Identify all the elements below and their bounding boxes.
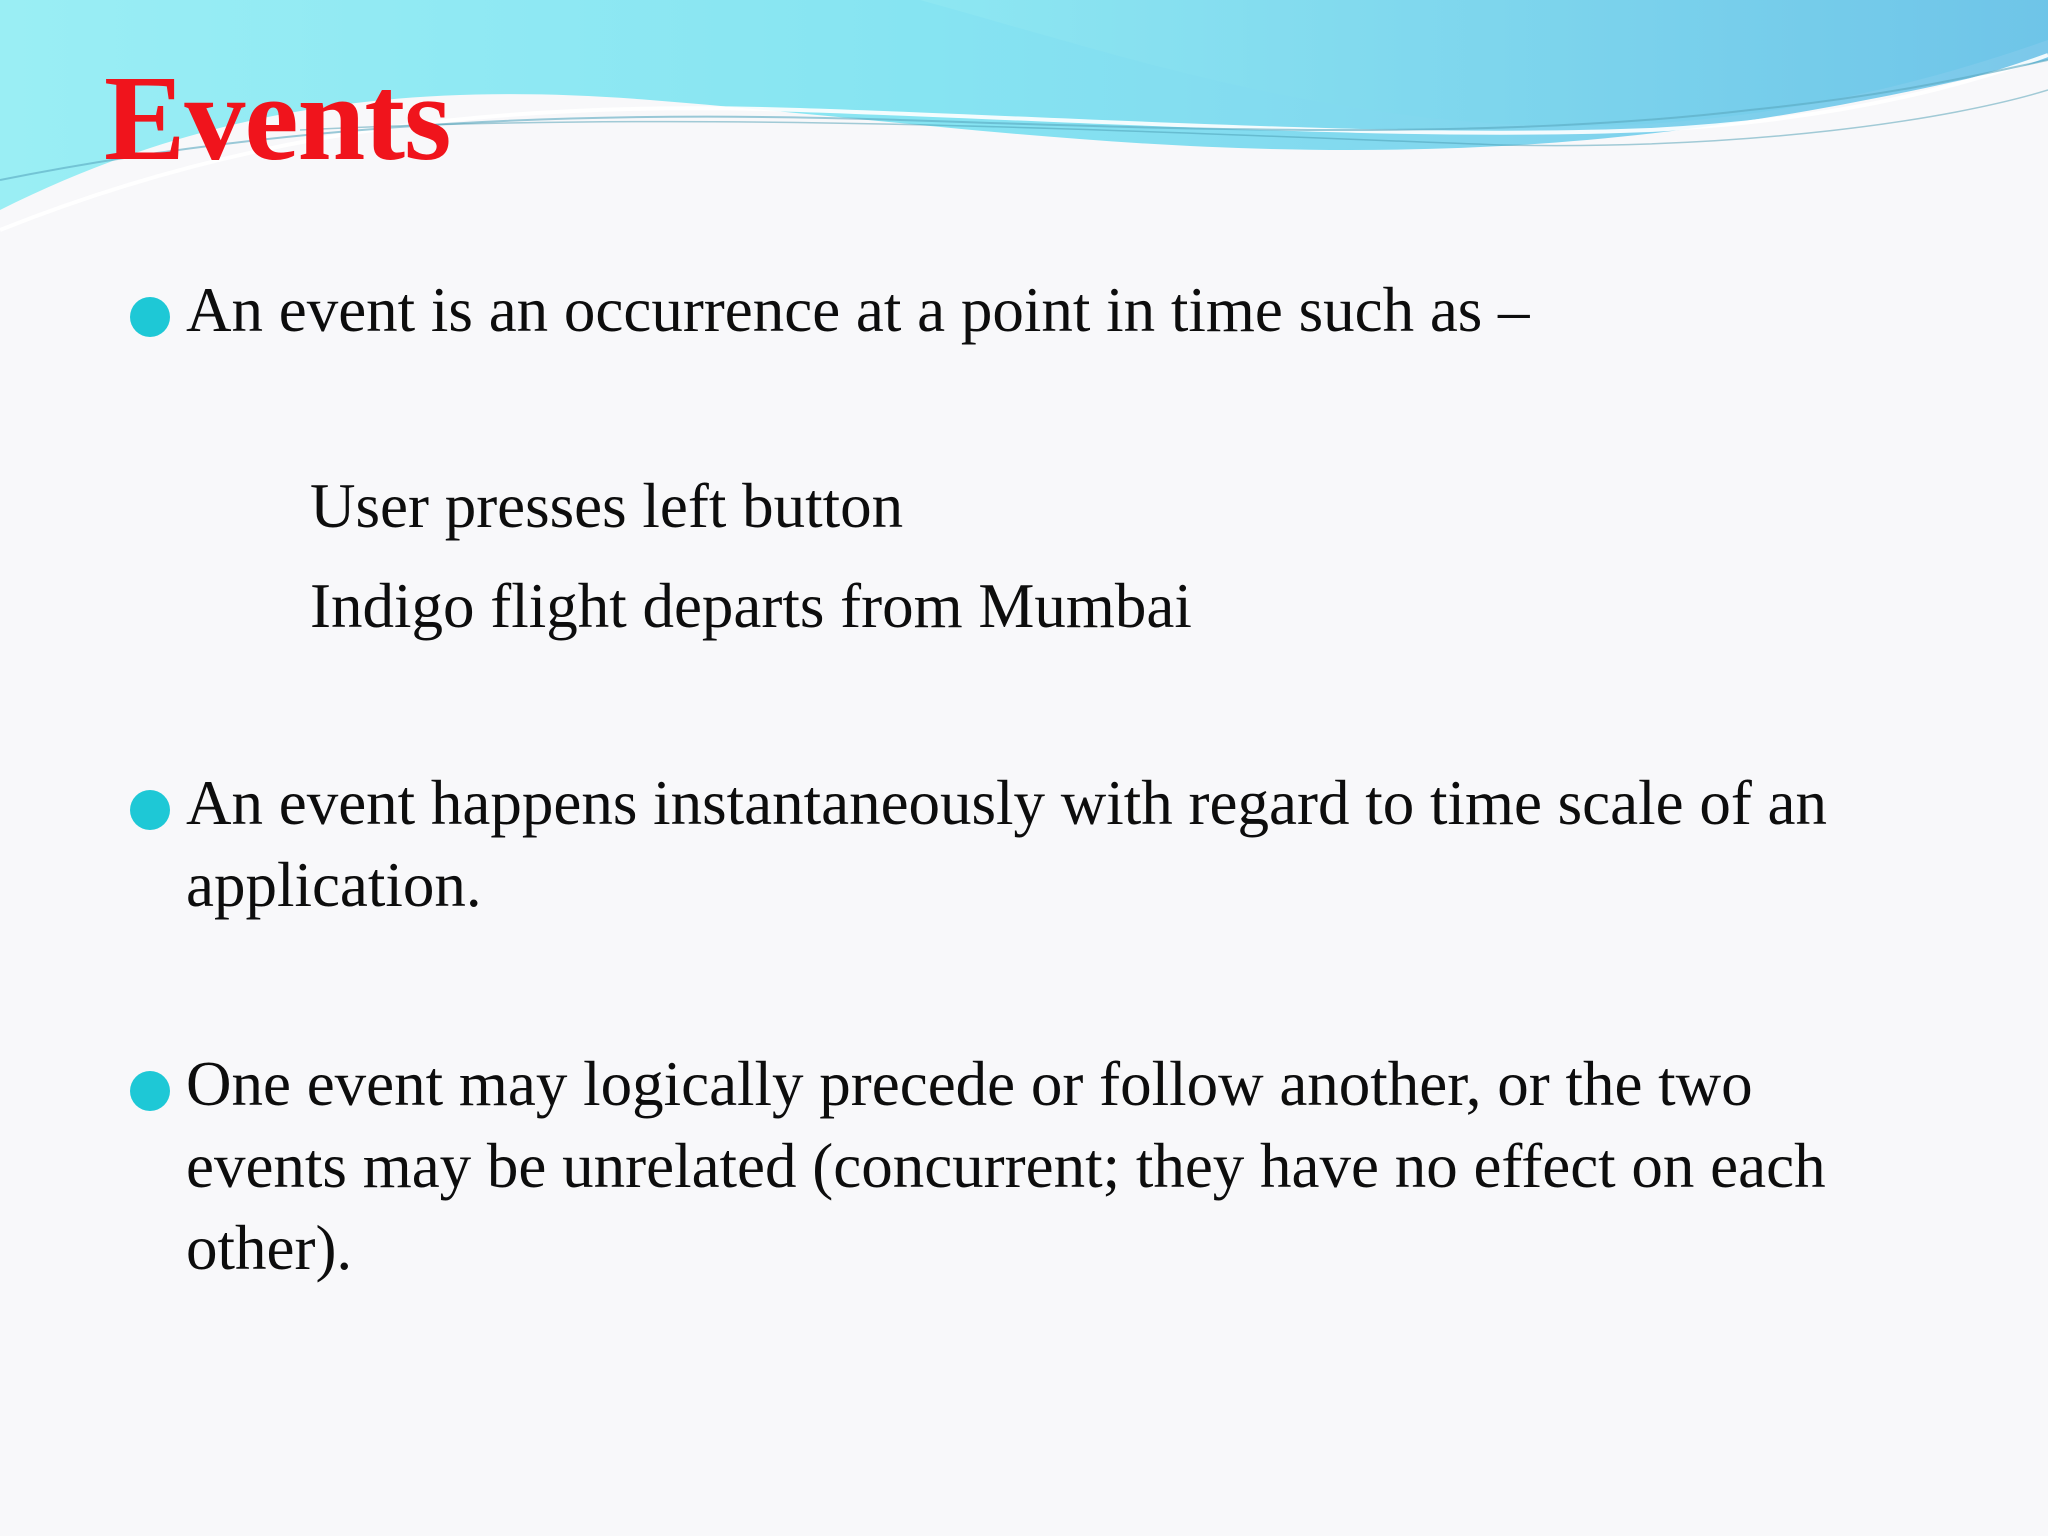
bullet-2-text: An event happens instantaneously with regard to time scale of an application. (186, 768, 1828, 920)
bullet-dot-icon (130, 1071, 170, 1111)
bullet-1-text: An event is an occurrence at a point in time such as – (186, 275, 1530, 345)
bullet-dot-icon (130, 297, 170, 337)
sub-item-2: Indigo flight departs from Mumbai (310, 571, 1192, 641)
bullet-3-text: One event may logically precede or follow another, or the two events may be unrelated (concurrent; they have no effect on each other). (186, 1049, 1826, 1283)
bullet-1 (186, 269, 1906, 351)
slide-title: Events (104, 51, 451, 186)
sub-item-1: User presses left button (310, 471, 904, 541)
bullet-3 (186, 1043, 1906, 1289)
bullet-2 (186, 762, 1906, 926)
bullet-dot-icon (130, 790, 170, 830)
